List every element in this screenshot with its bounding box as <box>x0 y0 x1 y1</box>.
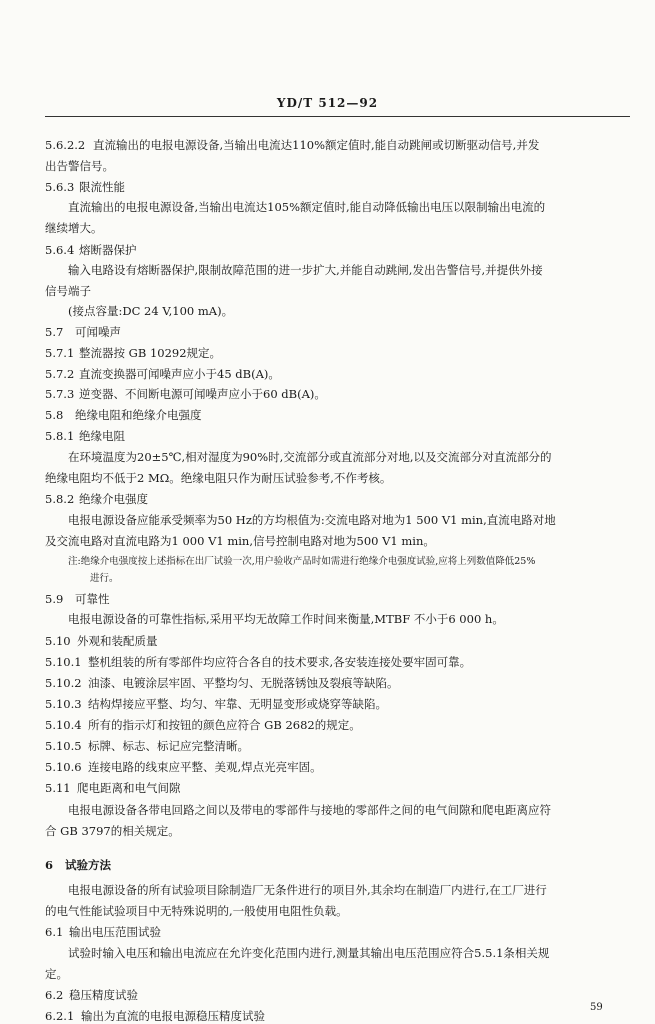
line-text: 外观和装配质量 <box>77 634 158 648</box>
line-text: 直流变换器可闻噪声应小于45 dB(A)。 <box>79 367 280 381</box>
clause-number: 5.9 <box>45 592 64 606</box>
page-header: YD/T 512—92 <box>276 96 379 110</box>
clause-number: 6.1 <box>45 925 64 939</box>
clause-line <box>45 180 125 194</box>
clause-line <box>45 781 181 795</box>
paragraph-line <box>45 159 114 173</box>
paragraph-line <box>68 200 545 214</box>
clause-number: 5.11 <box>45 781 71 795</box>
clause-number: 5.8.2 <box>45 492 75 506</box>
line-text: 油漆、电镀涂层牢固、平整均匀、无脱落锈蚀及裂痕等缺陷。 <box>88 676 399 690</box>
clause-line <box>45 592 110 606</box>
clause-number: 5.6.4 <box>45 243 75 257</box>
clause-number: 6.2 <box>45 988 64 1002</box>
line-text: 绝缘电阻 <box>79 429 125 443</box>
clause-line <box>45 718 361 732</box>
clause-number: 5.10.6 <box>45 760 82 774</box>
clause-number: 5.8 <box>45 408 64 422</box>
line-text: 信号端子 <box>45 284 91 298</box>
note-line <box>68 555 535 569</box>
clause-line <box>45 925 161 939</box>
clause-number: 6 <box>45 858 54 872</box>
line-text: 所有的指示灯和按钮的颜色应符合 GB 2682的规定。 <box>88 718 361 732</box>
line-text: 在环境温度为20±5℃,相对湿度为90%时,交流部分或直流部分对地,以及交流部分对直流部分的 <box>68 450 552 464</box>
clause-number: 5.6.2.2 <box>45 138 86 152</box>
line-text: 输出为直流的电报电源稳压精度试验 <box>81 1009 265 1023</box>
line-text: 绝缘电阻均不低于2 MΩ。绝缘电阻只作为耐压试验参考,不作考核。 <box>45 471 392 485</box>
line-text: 电报电源设备的所有试验项目除制造厂无条件进行的项目外,其余均在制造厂内进行,在工厂进行 <box>68 883 547 897</box>
clause-line <box>45 138 539 152</box>
paragraph-line <box>45 221 103 235</box>
paragraph-line <box>45 534 435 548</box>
clause-line <box>45 408 202 422</box>
paragraph-line <box>68 450 551 464</box>
line-text: 电报电源设备各带电回路之间以及带电的零部件与接地的零部件之间的电气间隙和爬电距离应符 <box>68 803 551 817</box>
clause-line <box>45 739 249 753</box>
line-text: 连接电路的线束应平整、美观,焊点光亮牢固。 <box>88 760 322 774</box>
clause-number: 5.7.1 <box>45 346 75 360</box>
line-text: 限流性能 <box>79 180 125 194</box>
line-text: 可靠性 <box>75 592 110 606</box>
paragraph-line <box>45 904 348 918</box>
clause-number: 5.10.5 <box>45 739 82 753</box>
line-text: 电报电源设备的可靠性指标,采用平均无故障工作时间来衡量,MTBF 不小于6 000 h。 <box>68 612 504 626</box>
clause-line <box>45 1009 265 1023</box>
clause-line <box>45 655 471 669</box>
line-text: 绝缘介电强度 <box>79 492 148 506</box>
clause-line <box>45 676 399 690</box>
clause-line <box>45 243 137 257</box>
paragraph-line <box>68 304 233 318</box>
page-number: 59 <box>590 1002 603 1013</box>
paragraph-line <box>45 967 68 981</box>
line-text: 逆变器、不间断电源可闻噪声应小于60 dB(A)。 <box>79 387 326 401</box>
clause-number: 5.10.3 <box>45 697 82 711</box>
line-text: 注:绝缘介电强度按上述指标在出厂试验一次,用户验收产品时如需进行绝缘介电强度试验,应将上列数值降低25% <box>68 556 536 567</box>
paragraph-line <box>45 284 91 298</box>
line-text: 合 GB 3797的相关规定。 <box>45 824 180 838</box>
clause-line <box>45 325 121 339</box>
line-text: 标牌、标志、标记应完整清晰。 <box>88 739 249 753</box>
line-text: 电报电源设备应能承受频率为50 Hz的方均根值为:交流电路对地为1 500 V1 min,直流电路对地 <box>68 513 556 527</box>
line-text: 定。 <box>45 967 68 981</box>
clause-number: 5.10.4 <box>45 718 82 732</box>
line-text: 整机组装的所有零部件均应符合各自的技术要求,各安装连接处要牢固可靠。 <box>88 655 472 669</box>
clause-number: 6.2.1 <box>45 1009 75 1023</box>
paragraph-line <box>68 883 547 897</box>
paragraph-line <box>68 612 504 626</box>
clause-number: 5.10 <box>45 634 71 648</box>
line-text: 熔断器保护 <box>79 243 137 257</box>
line-text: 整流器按 GB 10292规定。 <box>79 346 222 360</box>
clause-number: 5.6.3 <box>45 180 75 194</box>
line-text: 稳压精度试验 <box>69 988 138 1002</box>
clause-line <box>45 697 387 711</box>
line-text: 输入电路设有熔断器保护,限制故障范围的进一步扩大,并能自动跳闸,发出告警信号,并提供外接 <box>68 263 543 277</box>
clause-number: 5.7 <box>45 325 64 339</box>
clause-line <box>45 429 125 443</box>
header-rule <box>45 116 630 117</box>
line-text: 绝缘电阻和绝缘介电强度 <box>75 408 202 422</box>
line-text: 直流输出的电报电源设备,当输出电流达110%额定值时,能自动跳闸或切断驱动信号,并发 <box>93 138 540 152</box>
line-text: 的电气性能试验项目中无特殊说明的,一般使用电阻性负载。 <box>45 904 348 918</box>
paragraph-line <box>68 946 549 960</box>
paragraph-line <box>68 513 556 527</box>
paragraph-line <box>45 471 391 485</box>
paragraph-line <box>68 263 543 277</box>
clause-line <box>45 387 326 401</box>
clause-number: 5.8.1 <box>45 429 75 443</box>
clause-number: 5.10.1 <box>45 655 82 669</box>
clause-line <box>45 760 322 774</box>
clause-line <box>45 492 148 506</box>
line-text: 继续增大。 <box>45 221 103 235</box>
line-text: 输出电压范围试验 <box>69 925 161 939</box>
clause-line <box>45 346 221 360</box>
clause-line <box>45 988 138 1002</box>
line-text: 试验方法 <box>65 858 111 872</box>
line-text: 进行。 <box>90 573 119 584</box>
clause-number: 5.7.2 <box>45 367 75 381</box>
clause-line <box>45 634 158 648</box>
clause-line <box>45 367 280 381</box>
paragraph-line <box>45 824 180 838</box>
clause-number: 5.10.2 <box>45 676 82 690</box>
line-text: 及交流电路对直流电路为1 000 V1 min,信号控制电路对地为500 V1 min。 <box>45 534 435 548</box>
clause-number: 5.7.3 <box>45 387 75 401</box>
clause-line <box>45 858 111 872</box>
line-text: 试验时输入电压和输出电流应在允许变化范围内进行,测量其输出电压范围应符合5.5.1条相关规 <box>68 946 550 960</box>
line-text: (接点容量:DC 24 V,100 mA)。 <box>68 304 234 318</box>
line-text: 结构焊接应平整、均匀、牢靠、无明显变形或烧穿等缺陷。 <box>88 697 387 711</box>
line-text: 爬电距离和电气间隙 <box>77 781 181 795</box>
line-text: 直流输出的电报电源设备,当输出电流达105%额定值时,能自动降低输出电压以限制输出电流的 <box>68 200 546 214</box>
paragraph-line <box>68 803 551 817</box>
note-line <box>90 572 119 586</box>
line-text: 可闻噪声 <box>75 325 121 339</box>
line-text: 出告警信号。 <box>45 159 114 173</box>
